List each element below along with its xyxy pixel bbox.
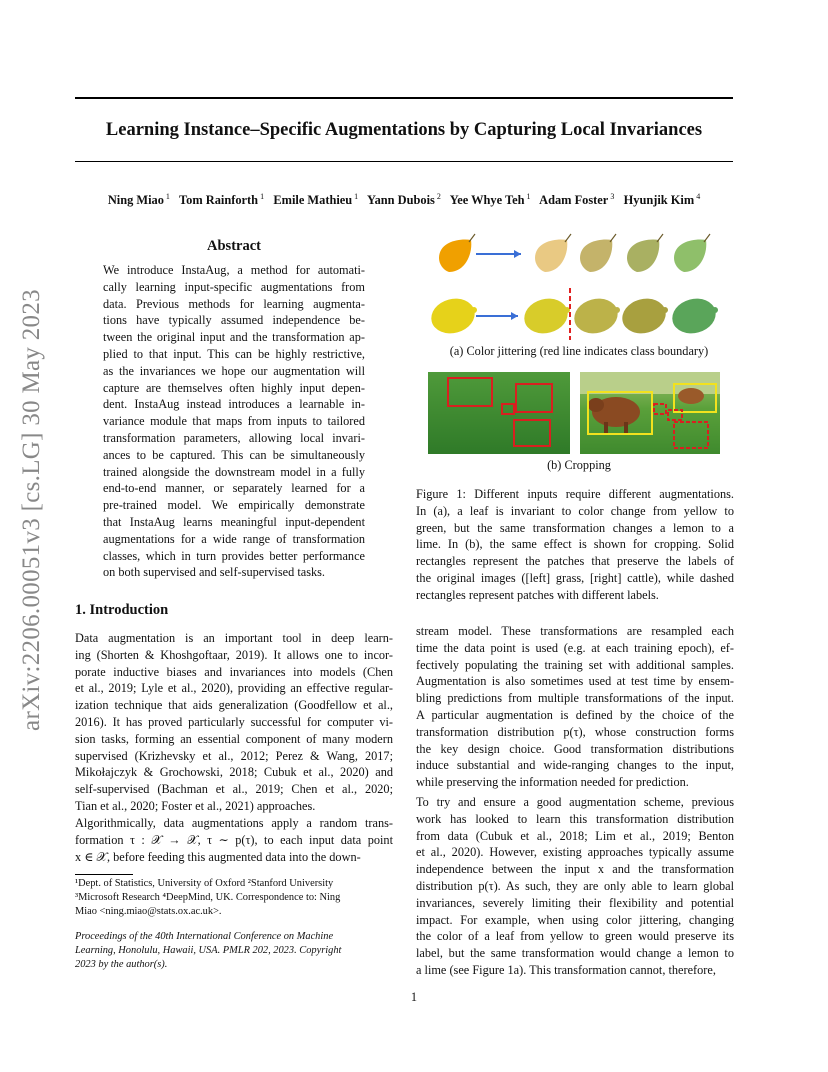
footnotes — [75, 877, 395, 919]
text-line: ¹Dept. of Statistics, University of Oxford ²Stanford University — [75, 878, 334, 889]
lemon-tip — [471, 307, 477, 313]
abstract-text — [103, 262, 365, 581]
text-line: transformation distribution p(τ), whose construction forms — [416, 724, 734, 739]
proceedings-note — [75, 930, 395, 972]
lemon-tip — [662, 307, 668, 313]
text-line: green, but the same transformation changes a lemon to a — [416, 520, 734, 535]
text-line: while preserving the information needed for prediction. — [416, 775, 689, 790]
author-affiliation: 4 — [694, 192, 701, 201]
intro-paragraph-1 — [75, 630, 393, 815]
leaf-stem — [704, 234, 710, 242]
text-line: that InstaAug learns meaningful input-dependent — [103, 514, 365, 529]
text-line: capture are themselves often highly input depen- — [103, 380, 365, 395]
abstract-heading: Abstract — [207, 238, 261, 254]
text-line: plied to that input. This can be highly restrictive, — [103, 346, 365, 361]
page-number: 1 — [410, 990, 418, 1004]
text-line: transformation parameters, allowing local invari- — [103, 430, 365, 445]
text-line: Tian et al., 2020; Foster et al., 2021) approaches. — [75, 798, 316, 813]
caption-a: (a) Color jittering (red line indicates class boundary) — [449, 344, 709, 358]
caption-b: (b) Cropping — [547, 458, 611, 472]
text-line: trained alongside the downstream model in a fully — [103, 464, 365, 479]
text-line: ization technique that aids generalization (Goodfellow et al., — [75, 698, 393, 713]
text-line: rectangles represent patches with different labels. — [416, 587, 659, 602]
text-line: porate inductive biases and invariances into models (Chen — [75, 664, 393, 679]
text-line: Learning, Honolulu, Hawaii, USA. PMLR 202, 2023. Copyright — [75, 945, 342, 956]
leaf-stem — [657, 234, 663, 242]
text-line: from data (Cubuk et al., 2018; Lim et al., 2019; Benton — [416, 828, 734, 843]
cropping-illustration — [428, 372, 720, 454]
author-name: Tom Rainforth — [179, 193, 259, 208]
text-line: a lime (see Figure 1a). This transformation cannot, therefore, — [416, 962, 716, 977]
text-line: impact. For example, when using color jittering, changing — [416, 912, 734, 927]
lemon-icon — [520, 294, 571, 338]
text-line: rectangles represent the patches that preserve the labels of — [416, 554, 734, 569]
leaf-icon — [627, 240, 659, 272]
text-line: To try and ensure a good augmentation scheme, previous — [416, 795, 734, 809]
text-line: et al., 2019; Lyle et al., 2020), providing an effective regular- — [75, 681, 393, 696]
lemon-icon — [618, 294, 669, 338]
text-line: invariances, severely limiting their flexibility and potential — [416, 895, 734, 910]
leaf-icon — [674, 240, 706, 272]
leaf-icon — [580, 240, 612, 272]
text-line: fectively populating the training set with additional samples. — [416, 657, 734, 672]
text-line: lime. In (b), the same effect is shown for cropping. Solid — [416, 537, 734, 552]
text-line: supervised (Krizhevsky et al., 2012; Perez & Wang, 2017; — [75, 748, 393, 763]
text-line: time the data point is used (e.g. at each training epoch), ef- — [416, 640, 734, 655]
figure-color-jitter — [418, 230, 738, 340]
text-line: x ∈ 𝒳, before feeding this augmented data into the down- — [75, 849, 361, 864]
leaf-icon — [439, 240, 471, 272]
author-affiliation: 1 — [258, 192, 265, 201]
figure-cropping — [428, 372, 720, 454]
text-line: on both supervised and self-supervised tasks. — [103, 565, 325, 580]
lemon-icon — [570, 294, 621, 338]
text-line: tween the original input and the transformation ap- — [103, 330, 365, 345]
title-rule-top — [75, 97, 733, 99]
text-line: the color of a leaf from yellow to green would preserve its — [416, 929, 734, 944]
text-line: self-supervised (Bachman et al., 2019; Chen et al., 2020; — [75, 782, 393, 797]
leaf-stem — [610, 234, 616, 242]
cow-head — [588, 398, 604, 412]
paper-title: Learning Instance–Specific Augmentations by Capturing Local Invariances — [105, 120, 703, 140]
text-line: Augmentation is also sometimes used at test time by ensem- — [416, 674, 734, 689]
text-line: stream model. These transformations are resampled each — [416, 624, 734, 638]
text-line: 2023 by the author(s). — [75, 959, 168, 970]
leaf-stem — [565, 234, 571, 242]
intro-paragraph-2 — [75, 815, 393, 865]
author-name: Hyunjik Kim — [623, 193, 695, 208]
title-rule-bottom — [75, 161, 733, 162]
author-name: Yann Dubois — [367, 193, 435, 208]
text-line: ing (Shorten & Khoshgoftaar, 2019). It allows one to incor- — [75, 647, 393, 662]
section-heading-introduction: 1. Introduction — [75, 602, 169, 618]
right-paragraph-1 — [416, 623, 734, 791]
text-line: Mikołajczyk & Grochowski, 2018; Cubuk et al., 2020) and — [75, 765, 393, 780]
text-line: tions have typically assumed independence be- — [103, 313, 365, 328]
author-list — [75, 192, 733, 208]
author-name: Emile Mathieu — [273, 193, 353, 208]
author-name: Adam Foster — [539, 193, 609, 208]
text-line: induce substantial and wide-ranging changes to the input, — [416, 758, 734, 773]
figure-caption — [416, 486, 734, 604]
author-name: Ning Miao — [107, 193, 164, 208]
author-affiliation: 1 — [352, 192, 359, 201]
lemon-icon — [668, 294, 719, 338]
author-affiliation: 1 — [524, 192, 531, 201]
text-line: Proceedings of the 40th International Conference on Machine — [75, 931, 334, 942]
lemon-icon — [427, 294, 478, 338]
arxiv-stamp: arXiv:2206.00051v3 [cs.LG] 30 May 2023 — [18, 289, 45, 731]
text-line: ³Microsoft Research ⁴DeepMind, UK. Correspondence to: Ning — [75, 892, 341, 903]
color-jitter-illustration — [418, 230, 738, 340]
text-line: Algorithmically, data augmentations apply a random trans- — [75, 816, 393, 830]
text-line: augmentations for a wide range of transformation — [103, 531, 365, 546]
text-line: bling predictions from multiple transformations of the input. — [416, 691, 734, 706]
text-line: pre-trained model. We empirically demonstrate — [103, 498, 365, 513]
author-name: Yee Whye Teh — [449, 193, 525, 208]
text-line: label, but the same transformation would change a lemon to — [416, 946, 734, 961]
text-line: work has looked to learn this transformation distribution — [416, 811, 734, 826]
text-line: cally learning input-specific augmentations from — [103, 279, 365, 294]
text-line: formation τ : 𝒳 → 𝒳, τ ∼ p(τ), to each input data point — [75, 832, 393, 847]
right-paragraph-2 — [416, 794, 734, 979]
lemon-tip — [712, 307, 718, 313]
text-line: distribution p(τ). As such, they are only able to learn global — [416, 878, 734, 893]
text-line: data. Previous methods for learning augmenta- — [103, 296, 365, 311]
author-affiliation: 2 — [434, 192, 441, 201]
text-line: independence between the input x and the transformation — [416, 862, 734, 877]
text-line: the original images ([left] grass, [right] cattle), while dashed — [416, 570, 734, 585]
text-line: 2016). It has proved particularly successful for computer vi- — [75, 714, 393, 729]
text-line: Miao <ning.miao@stats.ox.ac.uk>. — [75, 906, 222, 917]
text-line: sion tasks, forming an essential component of many modern — [75, 731, 393, 746]
text-line: classes, which in turn provides better performance — [103, 548, 365, 563]
cow-leg — [624, 422, 628, 434]
text-line: end-to-end manner, or separately learned for a — [103, 481, 365, 496]
text-line: Data augmentation is an important tool in deep learn- — [75, 631, 393, 645]
text-line: In (a), a leaf is invariant to color change from yellow to — [416, 503, 734, 518]
author-affiliation: 1 — [163, 192, 170, 201]
text-line: ances to be captured. This can be simultaneously — [103, 447, 365, 462]
leaf-icon — [535, 240, 567, 272]
text-line: et al., 2020). However, existing approaches typically assume — [416, 845, 734, 860]
text-line: We introduce InstaAug, a method for automati- — [103, 263, 365, 277]
cow-leg — [604, 422, 608, 434]
leaf-stem — [469, 234, 475, 242]
cow-body-small — [678, 388, 704, 404]
text-line: dent. InstaAug instead introduces a learnable in- — [103, 397, 365, 412]
lemon-tip — [614, 307, 620, 313]
text-line: Figure 1: Different inputs require different augmentations. — [416, 487, 734, 501]
author-affiliation: 3 — [608, 192, 615, 201]
text-line: as the invariances we hope our augmentation will — [103, 363, 365, 378]
text-line: the key design choice. Good transformation distributions — [416, 741, 734, 756]
text-line: variance module that maps from inputs to tailored — [103, 414, 365, 429]
arrow-head — [514, 250, 521, 258]
footnote-rule — [75, 874, 133, 875]
text-line: A particular augmentation is defined by the choice of the — [416, 707, 734, 722]
arrow-head — [511, 312, 518, 320]
